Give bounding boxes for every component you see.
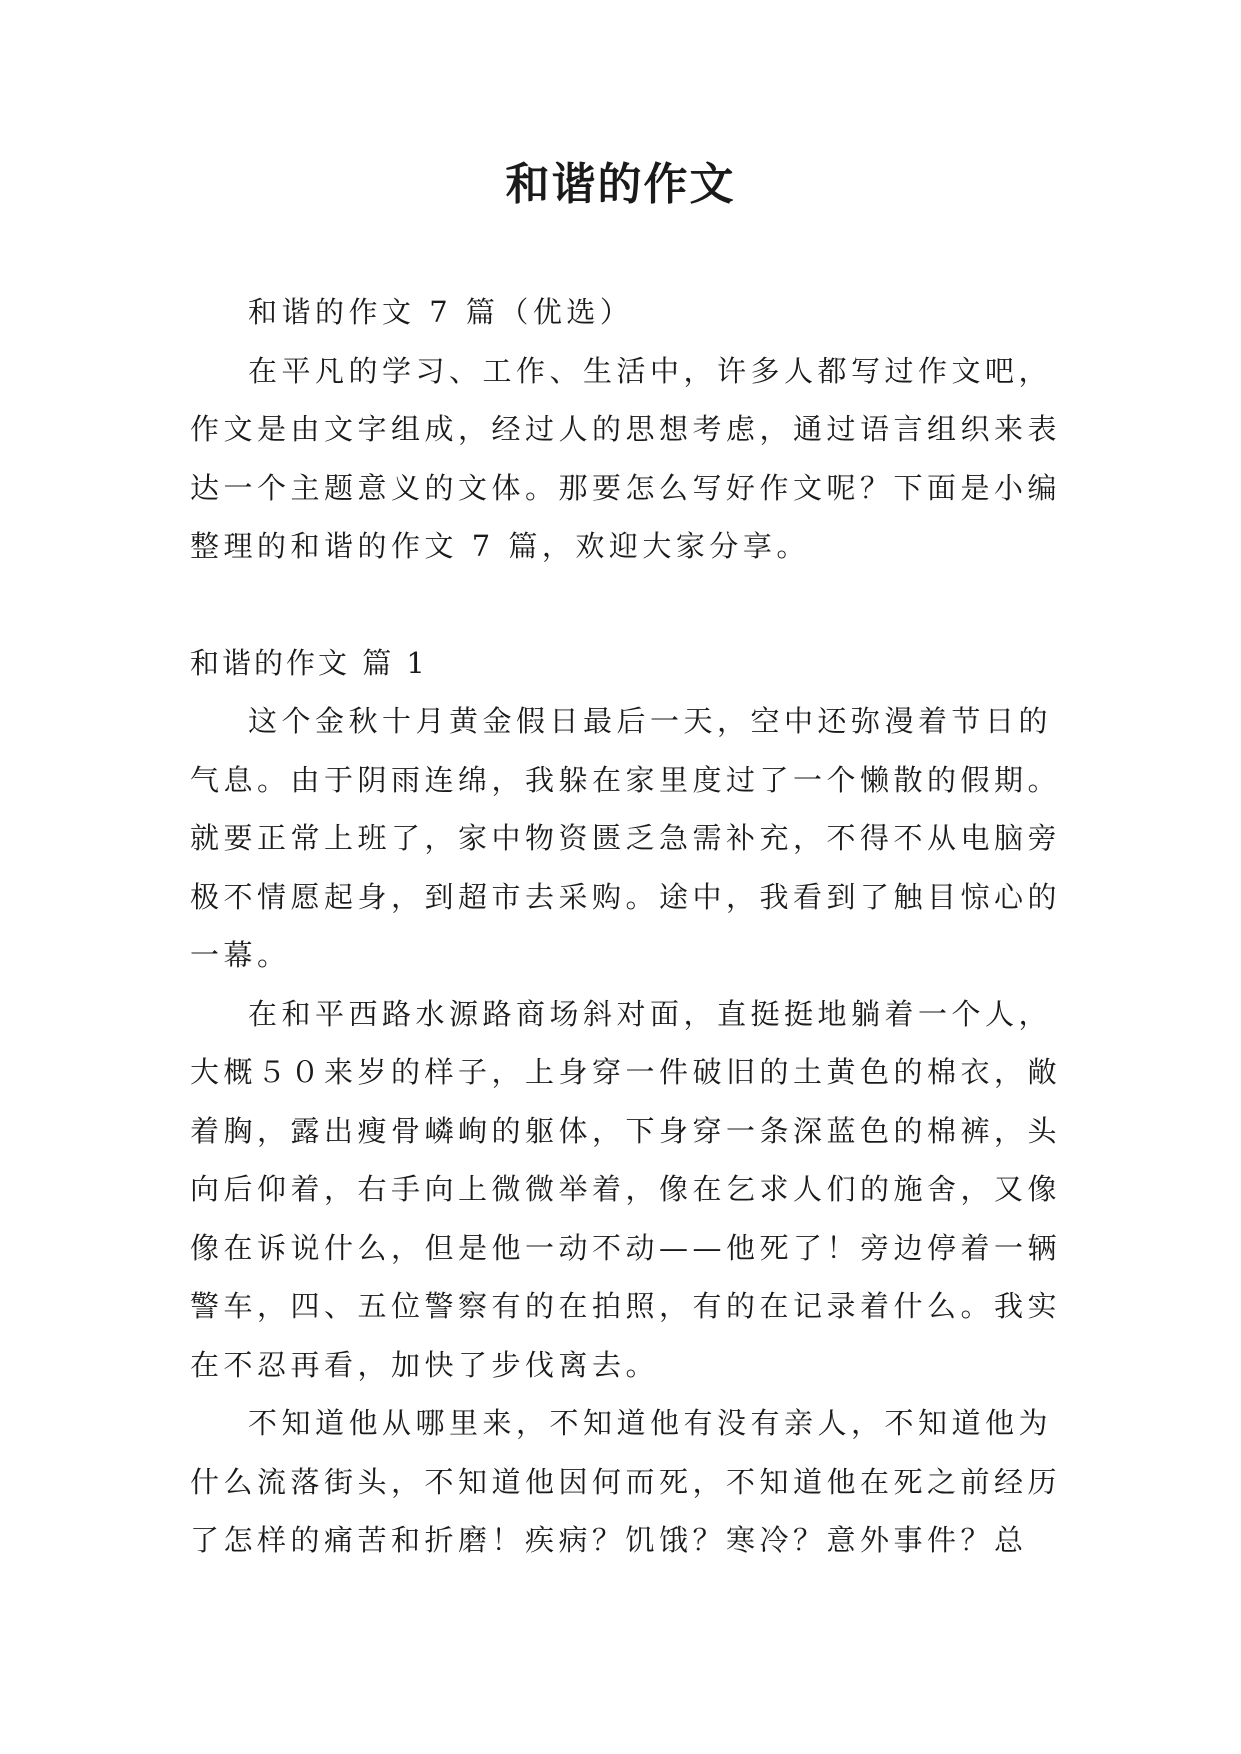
document-title: 和谐的作文 <box>505 159 736 210</box>
body-paragraph <box>190 985 1070 1395</box>
text-line: 在平凡的学习、工作、生活中，许多人都写过作文吧， <box>248 353 1053 388</box>
text-line: 整理的和谐的作文 7 篇，欢迎大家分享。 <box>190 529 810 563</box>
text-line: 气息。由于阴雨连绵，我躲在家里度过了一个懒散的假期。 <box>190 762 1062 797</box>
text-line: 一幕。 <box>190 938 291 972</box>
subtitle <box>190 283 1070 342</box>
body-paragraph <box>190 692 1070 985</box>
text-line: 着胸，露出瘦骨嶙峋的躯体，下身穿一条深蓝色的棉裤，头 <box>190 1113 1062 1148</box>
section-heading: 和谐的作文 篇 1 <box>190 645 428 680</box>
text-line: 就要正常上班了，家中物资匮乏急需补充，不得不从电脑旁 <box>190 821 1062 855</box>
text-line: 这个金秋十月黄金假日最后一天，空中还弥漫着节日的 <box>248 704 1053 738</box>
text-line: 不知道他从哪里来，不知道他有没有亲人，不知道他为 <box>248 1406 1053 1440</box>
text-line: 大概５０来岁的样子，上身穿一件破旧的土黄色的棉衣，敞 <box>190 1055 1062 1089</box>
text-line: 像在诉说什么，但是他一动不动——他死了！旁边停着一辆 <box>190 1230 1062 1265</box>
intro-paragraph <box>190 342 1070 576</box>
body-paragraph <box>190 1394 1070 1570</box>
text-line: 向后仰着，右手向上微微举着，像在乞求人们的施舍，又像 <box>190 1172 1062 1206</box>
text-line: 了怎样的痛苦和折磨！疾病？饥饿？寒冷？意外事件？总 <box>190 1523 1028 1557</box>
subtitle-line: 和谐的作文 7 篇（优选） <box>248 295 634 329</box>
text-line: 什么流落街头，不知道他因何而死，不知道他在死之前经历 <box>190 1464 1062 1499</box>
text-line: 极不情愿起身，到超市去采购。途中，我看到了触目惊心的 <box>190 879 1062 914</box>
text-line: 达一个主题意义的文体。那要怎么写好作文呢？下面是小编 <box>190 470 1062 505</box>
text-line: 警车，四、五位警察有的在拍照，有的在记录着什么。我实 <box>190 1289 1062 1323</box>
text-line: 在和平西路水源路商场斜对面，直挺挺地躺着一个人， <box>248 996 1053 1031</box>
text-line: 作文是由文字组成，经过人的思想考虑，通过语言组织来表 <box>190 412 1062 446</box>
text-line: 在不忍再看，加快了步伐离去。 <box>190 1347 660 1382</box>
document-body <box>190 283 1070 1570</box>
